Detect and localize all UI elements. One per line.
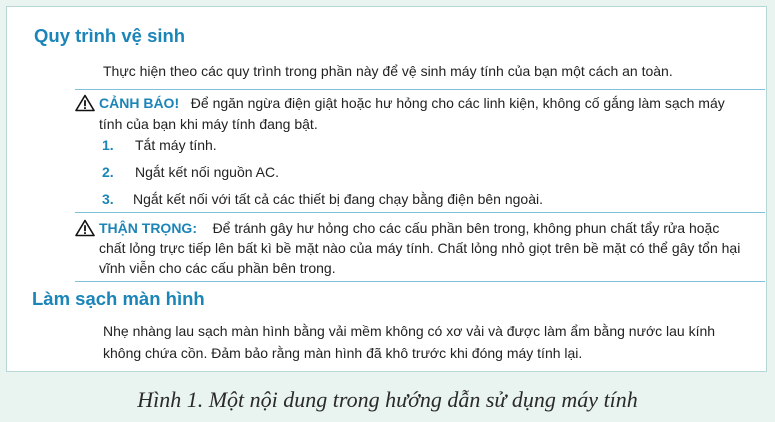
procedure-intro: Thực hiện theo các quy trình trong phần này để vệ sinh máy tính của bạn một cách an toàn. [103,63,673,79]
caution-line-1 [99,218,719,238]
caution-label: THẬN TRỌNG: [99,220,197,236]
step-number: 2. [102,164,114,180]
caution-bottom-rule [75,281,765,282]
section-title-screen-cleaning: Làm sạch màn hình [32,288,205,309]
screen-cleaning-line-1: Nhẹ nhàng lau sạch màn hình bằng vải mềm không có xơ vải và được làm ẩm bằng nước lau kính [103,323,716,339]
warning-line-2: tính của bạn khi máy tính đang bật. [99,116,318,132]
caution-line-2: chất lỏng trực tiếp lên bất kì bề mặt nào của máy tính. Chất lỏng nhỏ giọt trên bề mặt có thể gây tổn hại [99,240,741,256]
warning-top-rule [75,89,765,90]
section-title-cleaning-procedure: Quy trình vệ sinh [34,25,186,46]
caution-notice [75,212,765,282]
step-number: 1. [102,137,114,153]
figure-caption: Hình 1. Một nội dung trong hướng dẫn sử dụng máy tính [137,387,638,412]
caution-line-3: vĩnh viễn cho các cấu phần bên trong. [99,260,336,276]
step-text: Ngắt kết nối nguồn AC. [135,164,279,180]
step-text: Tắt máy tính. [135,137,217,153]
warning-triangle-icon [75,94,95,112]
warning-notice [75,89,765,139]
warning-text-1: Để ngăn ngừa điện giật hoặc hư hỏng cho các linh kiện, không cố gắng làm sạch máy [190,95,725,111]
manual-panel [6,6,767,372]
warning-triangle-icon [75,219,95,237]
screen-cleaning-line-2: không chứa cồn. Đảm bảo rằng màn hình đã khô trước khi đóng máy tính lại. [103,345,583,361]
warning-label: CẢNH BÁO! [99,95,180,111]
caution-top-rule [75,212,765,213]
caution-text-1: Để tránh gây hư hỏng cho các cấu phần bên trong, không phun chất tẩy rửa hoặc [212,220,720,236]
step-number: 3. [102,191,114,207]
step-text: Ngắt kết nối với tất cả các thiết bị đang chạy bằng điện bên ngoài. [133,191,544,207]
warning-line-1 [99,93,725,113]
